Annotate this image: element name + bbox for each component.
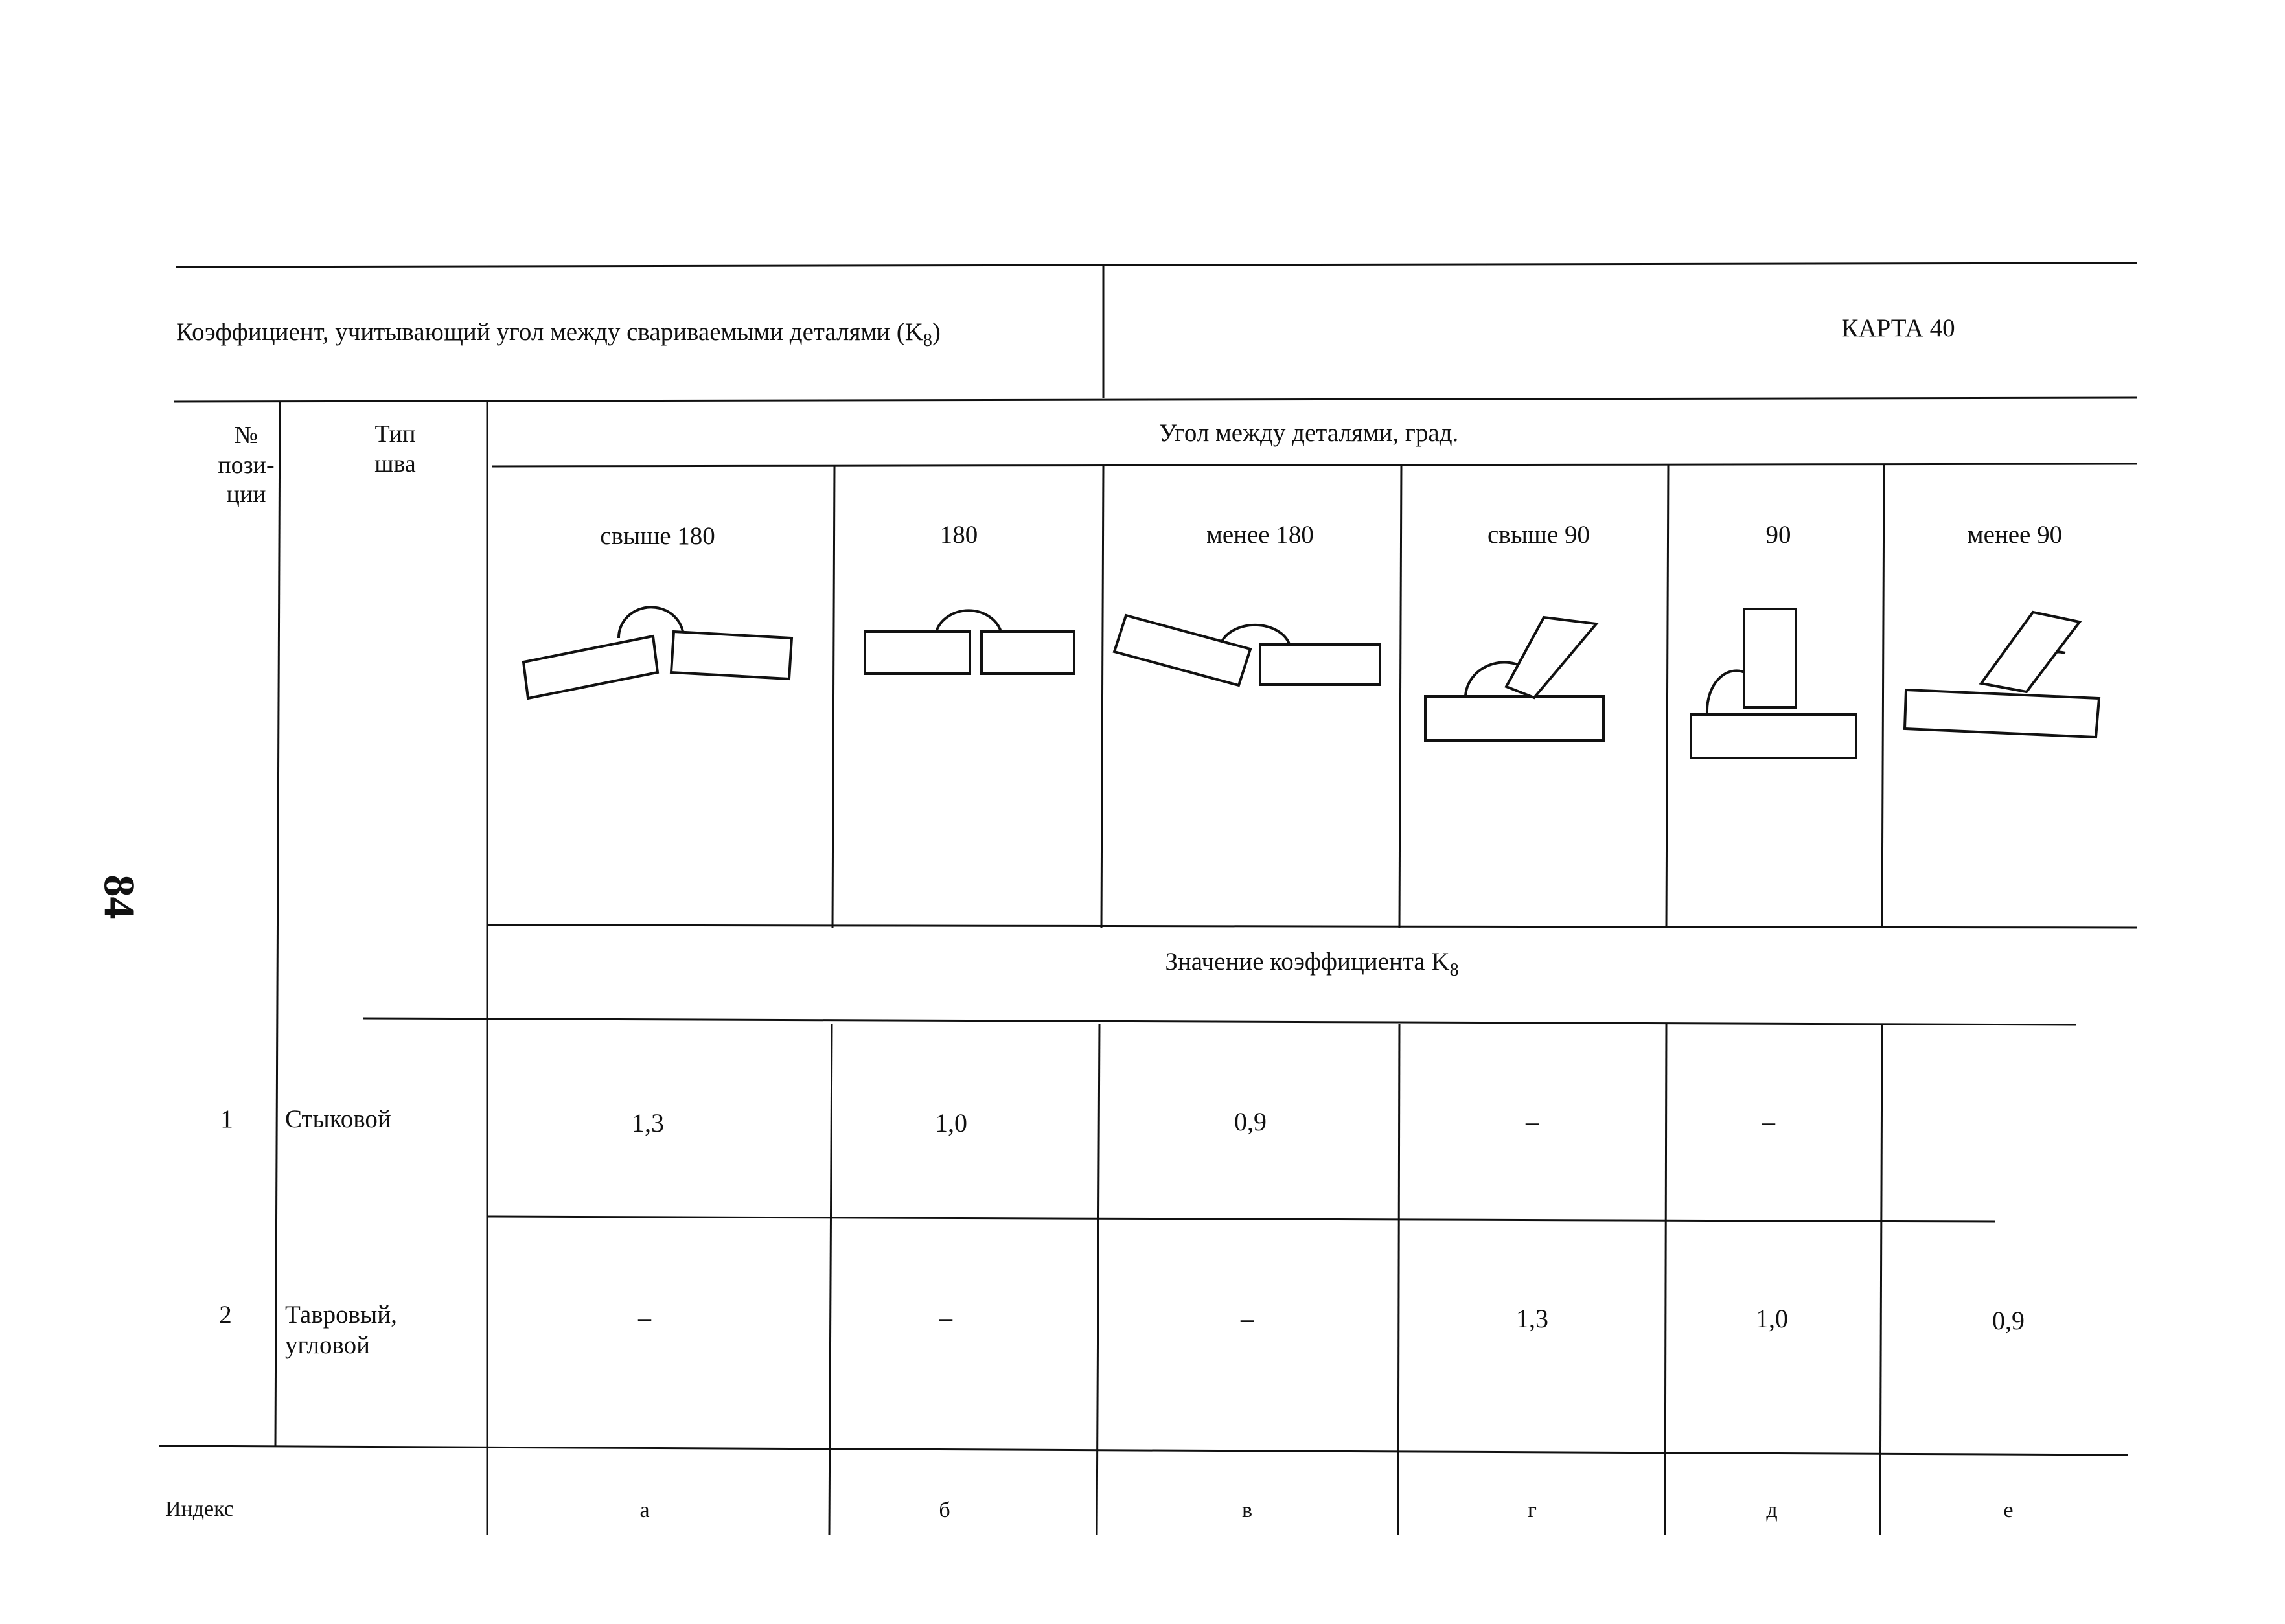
weld-diagram-below-180 (1114, 615, 1380, 685)
row-2-value-above-180: – (638, 1303, 651, 1332)
table-title (176, 317, 941, 351)
weld-diagram-180 (865, 610, 1074, 674)
card-number: КАРТА 40 (1841, 314, 1955, 342)
row-2-pos: 2 (219, 1301, 232, 1329)
row-1-value-180: 1,0 (935, 1108, 967, 1138)
index-above-90: г (1528, 1498, 1537, 1522)
angle-header-below-180: менее 180 (1206, 521, 1314, 549)
index-180: б (939, 1498, 950, 1522)
row-1-value-above-180: 1,3 (632, 1108, 664, 1138)
row-1-value-90: – (1762, 1107, 1775, 1136)
title-text: Коэффициент, учитывающий угол между свариваемыми деталями (K (176, 318, 923, 346)
angle-header-above-90: свыше 90 (1487, 521, 1590, 549)
angle-group-header: Угол между деталями, град. (1158, 419, 1459, 447)
value-group-header (1165, 947, 1458, 981)
title-close: ) (932, 318, 941, 346)
angle-header-above-180: свыше 180 (600, 522, 715, 550)
value-label-subscript: 8 (1449, 959, 1459, 980)
index-above-180: а (639, 1498, 650, 1522)
index-below-180: в (1241, 1498, 1253, 1522)
value-label-text: Значение коэффициента K (1165, 948, 1450, 976)
angle-header-180: 180 (939, 521, 978, 549)
angle-header-90: 90 (1765, 521, 1791, 549)
row-2-value-below-180: – (1241, 1304, 1254, 1333)
weld-diagrams (523, 607, 2099, 758)
index-row-label: Индекс (165, 1497, 234, 1521)
index-below-90: е (2003, 1498, 2014, 1522)
index-90: д (1766, 1498, 1778, 1522)
weld-diagram-90 (1691, 609, 1856, 758)
angle-header-below-90: менее 90 (1967, 521, 2063, 549)
row-2-value-90: 1,0 (1756, 1304, 1788, 1333)
row-2-value-180: – (939, 1303, 952, 1332)
row-2-seam: Тавровый, угловой (285, 1301, 397, 1359)
weld-diagram-above-180 (523, 607, 792, 698)
row-1-value-above-90: – (1526, 1107, 1539, 1136)
row-2-value-above-90: 1,3 (1516, 1304, 1548, 1333)
row-2-value-below-90: 0,9 (1992, 1306, 2025, 1335)
weld-diagram-below-90 (1905, 612, 2099, 737)
row-1-value-below-180: 0,9 (1234, 1107, 1267, 1136)
page-number: 84 (95, 875, 144, 919)
row-1-pos: 1 (220, 1105, 233, 1133)
title-subscript: 8 (923, 330, 932, 350)
weld-diagram-above-90 (1425, 617, 1603, 740)
seam-column-header: Тип шва (374, 420, 416, 477)
row-1-seam: Стыковой (285, 1105, 391, 1133)
pos-column-header: № пози- ции (218, 422, 275, 509)
